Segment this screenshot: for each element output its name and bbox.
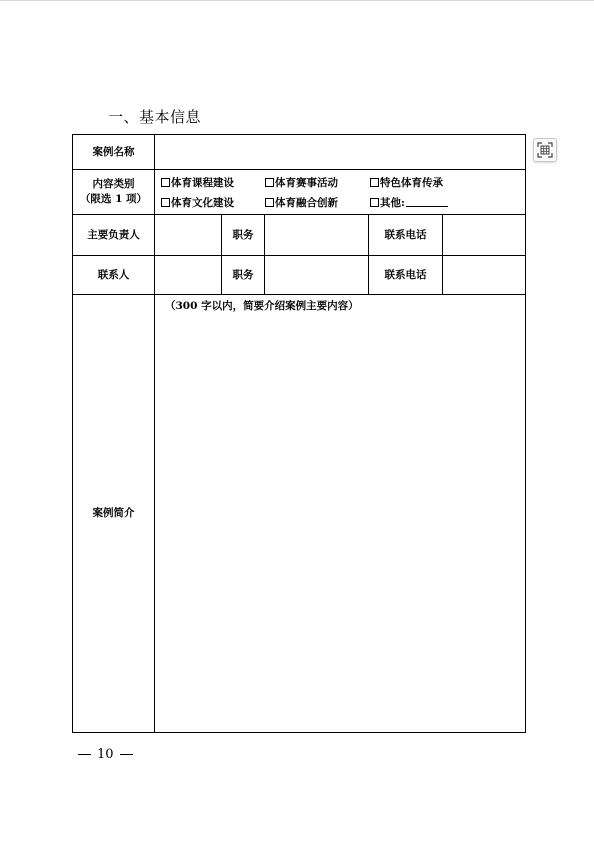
option-label: 特色体育传承: [380, 176, 443, 189]
contact-phone-field[interactable]: [443, 256, 526, 295]
option-culture[interactable]: [161, 195, 265, 210]
checkbox-icon[interactable]: [265, 178, 274, 187]
section-title: 一、基本信息: [108, 108, 202, 126]
other-blank-line[interactable]: [406, 197, 448, 207]
main-person-label: 主要负责人: [73, 215, 155, 256]
category-label-line1: 内容类别: [92, 178, 135, 190]
contact-position-field[interactable]: [265, 256, 369, 295]
intro-hint: （300 字以内，简要介绍案例主要内容）: [165, 300, 359, 312]
scan-icon[interactable]: [533, 138, 557, 162]
phone-label: 联系电话: [369, 215, 443, 256]
main-person-phone-field[interactable]: [443, 215, 526, 256]
phone-label: 联系电话: [369, 256, 443, 295]
category-options: [155, 170, 526, 215]
option-other[interactable]: [370, 195, 460, 210]
checkbox-icon[interactable]: [370, 198, 379, 207]
contact-label: 联系人: [73, 256, 155, 295]
checkbox-icon[interactable]: [161, 178, 170, 187]
page-number: [78, 747, 133, 762]
option-heritage[interactable]: [370, 175, 460, 190]
category-label: [73, 170, 155, 215]
option-competition[interactable]: [265, 175, 370, 190]
case-name-field[interactable]: [155, 135, 526, 170]
top-divider: [0, 0, 594, 1]
option-label: 体育融合创新: [275, 196, 338, 209]
intro-field[interactable]: [155, 295, 526, 733]
scan-icon-glyph: [537, 142, 553, 158]
checkbox-icon[interactable]: [370, 178, 379, 187]
main-person-field[interactable]: [155, 215, 222, 256]
option-label: 其他:: [380, 196, 405, 209]
option-label: 体育课程建设: [171, 176, 234, 189]
dash-right: [120, 754, 133, 755]
dash-left: [78, 754, 91, 755]
checkbox-icon[interactable]: [265, 198, 274, 207]
contact-field[interactable]: [155, 256, 222, 295]
category-label-line2: （限选 1 项）: [79, 193, 148, 205]
case-name-label: 案例名称: [73, 135, 155, 170]
option-label: 体育赛事活动: [275, 176, 338, 189]
checkbox-icon[interactable]: [161, 198, 170, 207]
page-number-value: 10: [97, 747, 114, 762]
position-label: 职务: [222, 215, 265, 256]
intro-label: 案例简介: [73, 295, 155, 733]
main-person-position-field[interactable]: [265, 215, 369, 256]
basic-info-table: [72, 134, 526, 733]
option-course[interactable]: [161, 175, 265, 190]
option-label: 体育文化建设: [171, 196, 234, 209]
option-integration[interactable]: [265, 195, 370, 210]
position-label: 职务: [222, 256, 265, 295]
